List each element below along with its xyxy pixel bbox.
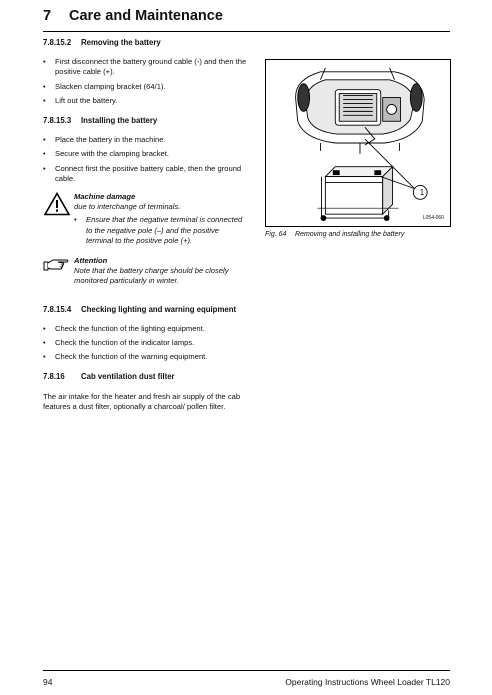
- section-title: Removing the battery: [81, 38, 161, 47]
- section-title: Checking lighting and warning equipment: [81, 304, 237, 314]
- section-title: Cab ventilation dust filter: [81, 372, 175, 382]
- caption-text: Removing and installing the battery: [295, 231, 405, 238]
- attention-notice: [43, 256, 248, 287]
- section-number: 7.8.15.3: [43, 116, 72, 126]
- notice-text: due to interchange of terminals.: [74, 202, 181, 212]
- chapter-title: Care and Maintenance: [69, 8, 223, 24]
- callout-label: 1: [419, 188, 425, 197]
- battery-illustration: [266, 60, 450, 226]
- list-item: • First disconnect the battery ground cable (-) and then the positive cable (+).: [43, 57, 248, 77]
- section-heading-removing: [43, 38, 248, 48]
- list-item: • Lift out the battery.: [43, 96, 248, 106]
- section-title: Installing the battery: [81, 116, 158, 126]
- footer-title: Operating Instructions Wheel Loader TL120: [285, 677, 450, 687]
- list-item: • Check the function of the indicator lamps.: [43, 338, 248, 348]
- list-item: • Place the battery in the machine.: [43, 135, 248, 145]
- machine-damage-notice: [43, 192, 248, 246]
- list-item: • Connect first the positive battery cable, then the ground cable.: [43, 164, 248, 184]
- page-footer: [43, 670, 450, 690]
- list-item: • Ensure that the negative terminal is connected to the negative pole (–) and the positive terminal to the positive pole (+).: [74, 215, 248, 246]
- notice-title: Machine damage: [74, 192, 136, 202]
- figure-code: L054-060: [422, 215, 444, 221]
- page-number: 94: [43, 677, 53, 687]
- section-heading-cab-filter: [43, 372, 248, 382]
- cab-filter-text: The air intake for the heater and fresh air supply of the cab features a dust filter, optionally a charcoal/ pollen filter.: [43, 391, 241, 411]
- list-item: • Secure with the clamping bracket.: [43, 149, 248, 159]
- chapter-number: 7: [43, 8, 52, 24]
- section-heading-installing: [43, 116, 248, 126]
- list-item: • Check the function of the lighting equipment.: [43, 324, 248, 334]
- section-number: 7.8.16: [43, 372, 65, 382]
- battery-figure: [265, 59, 451, 227]
- lighting-steps: [43, 324, 248, 363]
- list-item: • Check the function of the warning equipment.: [43, 352, 248, 362]
- removing-steps: [43, 57, 248, 106]
- main-column: [43, 38, 248, 412]
- pointing-hand-icon: [43, 256, 71, 272]
- warning-triangle-icon: [44, 192, 70, 216]
- figure-caption: [265, 231, 455, 238]
- section-number: 7.8.15.2: [43, 38, 72, 47]
- attention-text: Note that the battery charge should be closely monitored particularly in winter.: [74, 266, 229, 286]
- notice-list: [74, 215, 248, 246]
- attention-title: Attention: [74, 256, 108, 266]
- section-number: 7.8.15.4: [43, 304, 72, 314]
- list-item: • Slacken clamping bracket (64/1).: [43, 82, 248, 92]
- caption-number: Fig. 64: [265, 231, 287, 238]
- section-heading-lighting: [43, 305, 248, 315]
- page-header: [43, 8, 450, 32]
- installing-steps: [43, 135, 248, 184]
